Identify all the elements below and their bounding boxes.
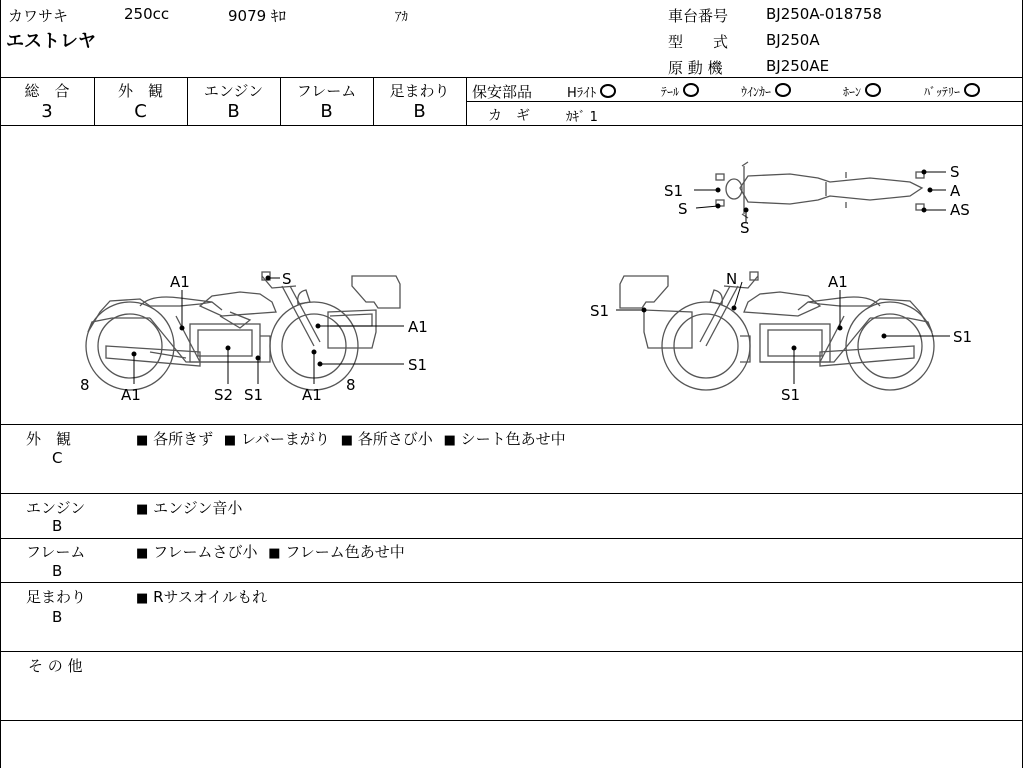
note-item: シート色あせ中 xyxy=(460,430,566,448)
diagram-label: AS xyxy=(950,201,970,219)
safety-item-name: ｳｲﾝｶｰ xyxy=(741,85,772,99)
grade-value: 3 xyxy=(41,101,53,122)
safety-parts-label: 保安部品 xyxy=(472,83,533,101)
note-grade: C xyxy=(52,449,63,467)
displacement-text: 250cc xyxy=(124,5,170,23)
frame-right-border xyxy=(1022,0,1023,768)
frame-number-label: 車台番号 xyxy=(668,7,729,25)
bullet-square-icon: ■ xyxy=(136,433,149,448)
diagram-label: S1 xyxy=(244,386,264,404)
note-item: 各所さび小 xyxy=(357,430,433,448)
safety-item xyxy=(843,83,881,100)
ok-circle-icon xyxy=(683,83,699,97)
left-side-bike xyxy=(86,272,400,390)
note-category: 足まわり xyxy=(26,588,87,606)
grade-row-top-line xyxy=(0,77,1023,78)
safety-item-name: ﾎｰﾝ xyxy=(843,85,862,99)
frame-number-value: BJ250A-018758 xyxy=(766,5,882,23)
note-item: エンジン音小 xyxy=(153,499,243,517)
grade-label: フレーム xyxy=(296,82,357,100)
diagram-label: 8 xyxy=(346,376,356,394)
diagram-label: S1 xyxy=(408,356,428,374)
grade-label: 総 合 xyxy=(24,82,70,100)
notes-divider-5 xyxy=(0,720,1023,721)
note-items xyxy=(136,541,405,562)
grade-label: 足まわり xyxy=(389,82,450,100)
safety-mid-line xyxy=(466,101,1023,102)
note-category: エンジン xyxy=(26,499,86,517)
bullet-square-icon: ■ xyxy=(268,546,281,561)
diagram-label: A1 xyxy=(408,318,428,336)
note-items xyxy=(136,586,267,607)
diagram-label: A1 xyxy=(121,386,141,404)
notes-divider-1 xyxy=(0,493,1023,494)
diagram-label: S1 xyxy=(781,386,801,404)
note-grade: B xyxy=(52,517,63,535)
bullet-square-icon: ■ xyxy=(136,591,149,606)
notes-divider-2 xyxy=(0,538,1023,539)
diagram-label: A1 xyxy=(302,386,322,404)
key-value: ｶｷﾞ 1 xyxy=(566,110,598,125)
note-item: レバーまがり xyxy=(240,430,330,448)
diagram-label: S1 xyxy=(664,182,684,200)
diagram-label: A1 xyxy=(828,273,848,291)
maker-text: カワサキ xyxy=(8,7,69,25)
ok-circle-icon xyxy=(865,83,881,97)
diagram-label: S xyxy=(950,163,960,181)
bullet-square-icon: ■ xyxy=(443,433,456,448)
bullet-square-icon: ■ xyxy=(223,433,237,448)
grade-value: B xyxy=(227,101,240,122)
diagram-bottom-line xyxy=(0,424,1023,425)
type-label: 型 式 xyxy=(668,33,729,51)
safety-item-name: ﾃｰﾙ xyxy=(661,85,680,99)
note-category: 外 観 xyxy=(26,430,72,448)
note-category: フレーム xyxy=(26,543,86,561)
key-label: カ ギ xyxy=(488,108,530,124)
ok-circle-icon xyxy=(964,83,980,97)
mileage-text: 9079 ｷﾛ xyxy=(228,7,286,25)
note-item: フレーム色あせ中 xyxy=(285,543,405,561)
type-value: BJ250A xyxy=(766,31,820,49)
note-grade: B xyxy=(52,608,63,626)
diagram-label: S1 xyxy=(590,302,610,320)
grade-value: B xyxy=(320,101,333,122)
note-items xyxy=(136,428,566,449)
ok-circle-icon xyxy=(600,84,616,98)
grade-value: B xyxy=(413,101,426,122)
bullet-square-icon: ■ xyxy=(136,502,149,517)
safety-item xyxy=(741,83,791,100)
ok-circle-icon xyxy=(775,83,791,97)
color-text: ｱｶ xyxy=(395,10,408,25)
model-name: エストレヤ xyxy=(6,31,96,52)
motorcycle-diagram xyxy=(0,126,1022,424)
note-item: 各所きず xyxy=(153,430,214,448)
note-item: Rサスオイルもれ xyxy=(153,588,268,606)
diagram-label: A1 xyxy=(170,273,190,291)
engine-label: 原 動 機 xyxy=(668,59,723,77)
diagram-label: S xyxy=(282,270,292,288)
engine-value: BJ250AE xyxy=(766,57,830,75)
safety-item xyxy=(661,83,699,100)
right-side-bike xyxy=(620,272,934,390)
safety-item-name: Hﾗｲﾄ xyxy=(567,86,597,101)
diagram-label: S1 xyxy=(953,328,973,346)
note-items xyxy=(136,497,242,518)
diagram-label: S2 xyxy=(214,386,234,404)
safety-item-name: ﾊﾞｯﾃﾘｰ xyxy=(924,85,961,99)
grade-label: 外 観 xyxy=(117,82,163,100)
diagram-label: N xyxy=(726,270,738,288)
bullet-square-icon: ■ xyxy=(136,546,149,561)
note-category: そ の 他 xyxy=(28,657,83,675)
grade-value: C xyxy=(134,101,147,122)
bullet-square-icon: ■ xyxy=(340,433,353,448)
notes-divider-4 xyxy=(0,651,1023,652)
safety-item xyxy=(567,82,616,101)
diagram-label: S xyxy=(678,200,688,218)
notes-divider-3 xyxy=(0,582,1023,583)
diagram-label: S xyxy=(740,219,750,237)
diagram-label: 8 xyxy=(80,376,90,394)
diagram-label: A xyxy=(950,182,961,200)
note-item: フレームさび小 xyxy=(153,543,258,561)
grade-label: エンジン xyxy=(203,82,264,100)
note-grade: B xyxy=(52,562,63,580)
safety-item xyxy=(924,83,980,100)
